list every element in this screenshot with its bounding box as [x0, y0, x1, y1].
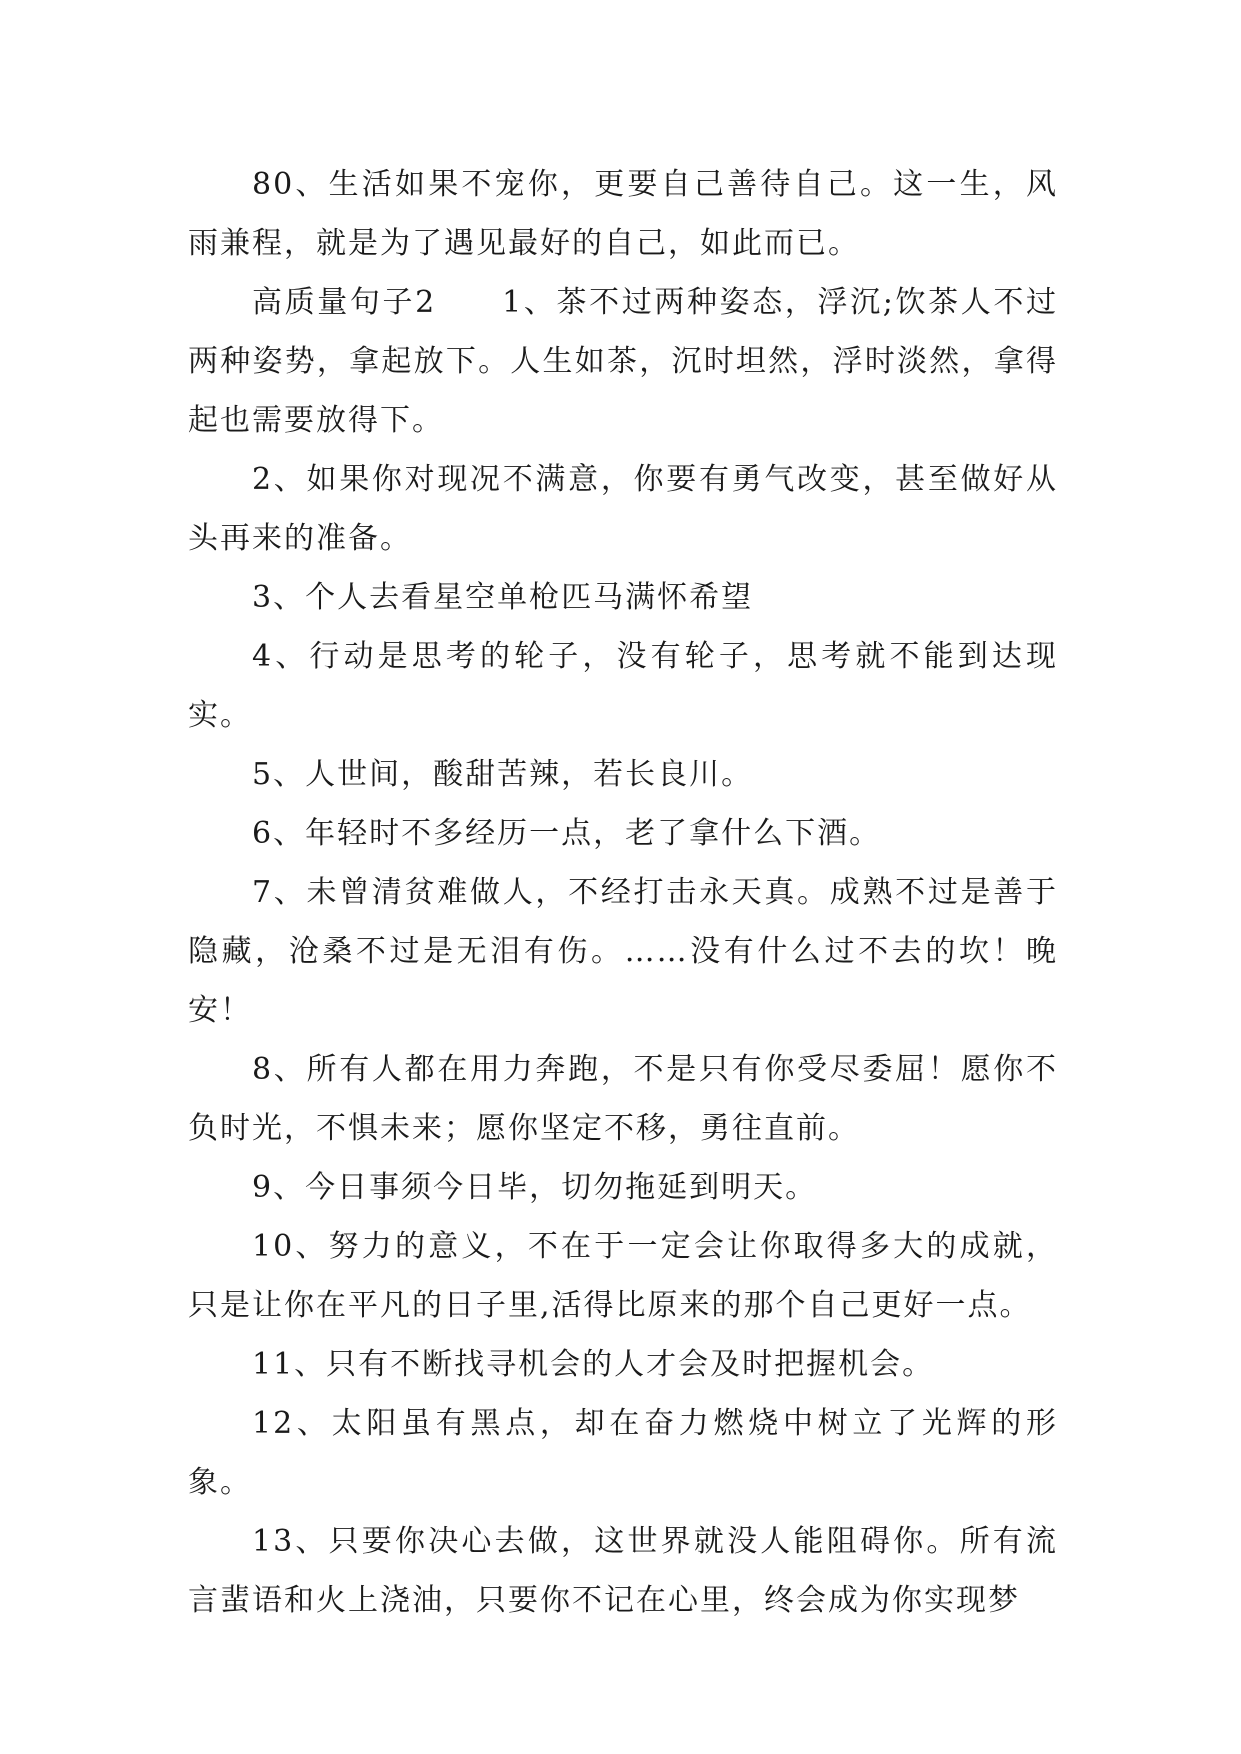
- paragraph-10: 10、努力的意义，不在于一定会让你取得多大的成就，只是让你在平凡的日子里,活得比原来的那个自己更好一点。: [188, 1229, 1058, 1323]
- paragraph-7: 7、未曾清贫难做人，不经打击永天真。成熟不过是善于隐藏，沧桑不过是无泪有伤。……没有什么过不去的坎！晚安！: [188, 875, 1058, 1028]
- paragraph-9: 9、今日事须今日毕，切勿拖延到明天。: [252, 1170, 818, 1205]
- paragraph-6: 6、年轻时不多经历一点，老了拿什么下酒。: [252, 816, 882, 851]
- paragraph-2: 2、如果你对现况不满意，你要有勇气改变，甚至做好从头再来的准备。: [188, 462, 1058, 556]
- paragraph-3: 3、个人去看星空单枪匹马满怀希望: [252, 580, 754, 615]
- paragraph-13: 13、只要你决心去做，这世界就没人能阻碍你。所有流言蜚语和火上浇油，只要你不记在心里，终会成为你实现梦: [188, 1524, 1058, 1618]
- paragraph-5: 5、人世间，酸甜苦辣，若长良川。: [252, 757, 754, 792]
- paragraph-section-2-item-1: 高质量句子2 1、茶不过两种姿态，浮沉;饮茶人不过两种姿势，拿起放下。人生如茶，沉时坦然，浮时淡然，拿得起也需要放得下。: [188, 285, 1058, 438]
- paragraph-12: 12、太阳虽有黑点，却在奋力燃烧中树立了光辉的形象。: [188, 1406, 1058, 1500]
- document-body: [188, 155, 1058, 1630]
- paragraph-11: 11、只有不断找寻机会的人才会及时把握机会。: [252, 1347, 935, 1382]
- paragraph-8: 8、所有人都在用力奔跑，不是只有你受尽委屈！愿你不负时光，不惧未来；愿你坚定不移，勇往直前。: [188, 1052, 1058, 1146]
- paragraph-4: 4、行动是思考的轮子，没有轮子，思考就不能到达现实。: [188, 639, 1058, 733]
- paragraph-80: 80、生活如果不宠你，更要自己善待自己。这一生，风雨兼程，就是为了遇见最好的自己，如此而已。: [188, 167, 1058, 261]
